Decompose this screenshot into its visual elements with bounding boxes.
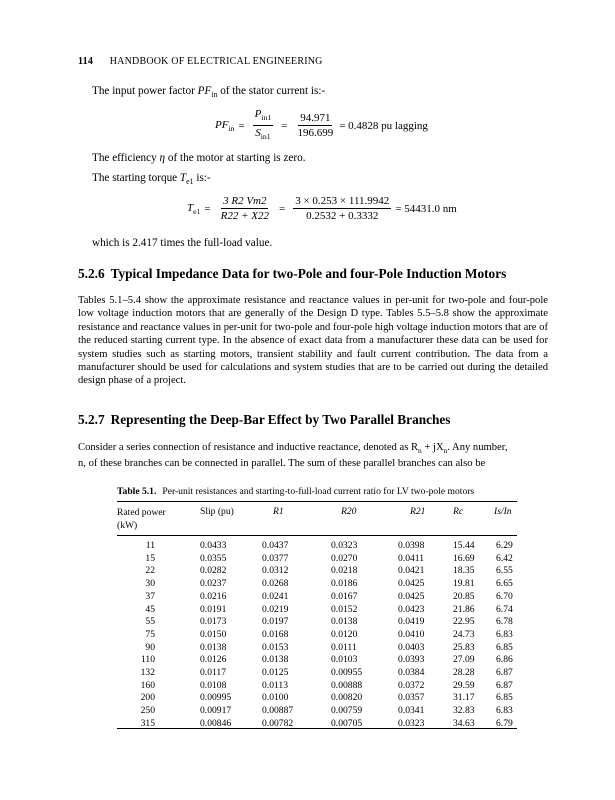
- table-cell: 37: [145, 590, 155, 602]
- table-cell: 22: [145, 565, 155, 577]
- col-header-r20: R20: [341, 506, 357, 517]
- table-cell: 110: [140, 654, 155, 666]
- paragraph-efficiency: [92, 151, 306, 165]
- table-cell: 0.0173: [200, 616, 227, 628]
- table-cell: 132: [140, 667, 155, 678]
- table-cell: 0.0113: [262, 679, 289, 691]
- table-cell: 55: [145, 616, 155, 628]
- col-header-r21: R21: [410, 506, 426, 517]
- table-cell: 0.0186: [331, 578, 358, 590]
- eq-num: P: [254, 108, 262, 120]
- table-cell: 6.70: [496, 590, 513, 602]
- table-cell: 75: [145, 628, 155, 640]
- symbol-sub: e1: [186, 177, 194, 186]
- symbol: PF: [197, 85, 212, 97]
- table-cell: 0.0168: [262, 628, 289, 640]
- table-cell: 0.0393: [398, 654, 425, 666]
- table-caption: [117, 486, 474, 497]
- line1-sub2: n: [443, 446, 448, 455]
- table-cell: 25.83: [453, 641, 475, 653]
- table-cell: 20.85: [453, 590, 475, 602]
- line1-sub: n: [418, 446, 422, 455]
- table-row: [0, 629, 615, 641]
- table-row: [0, 616, 615, 628]
- table-cell: 0.0167: [331, 590, 358, 602]
- table-cell: 6.87: [496, 679, 513, 691]
- table-cell: 0.0216: [200, 590, 227, 602]
- eq-num-value: 94.971: [300, 112, 331, 124]
- col-header-rc: Rc: [453, 506, 464, 517]
- table-caption-label: Table 5.1.: [117, 486, 157, 497]
- table-cell: 0.0191: [200, 603, 227, 615]
- table-cell: 0.0125: [262, 667, 289, 678]
- table-cell: 0.0237: [200, 578, 227, 590]
- table-cell: 0.00888: [331, 679, 363, 691]
- table-bottom-rule: [117, 728, 517, 729]
- table-cell: 0.0357: [398, 692, 425, 704]
- table-cell: 0.0138: [331, 616, 358, 628]
- line1-tail: . Any number,: [447, 442, 508, 453]
- table-cell: 6.87: [496, 667, 513, 678]
- eq-den: S: [255, 127, 261, 139]
- symbol: η: [159, 152, 166, 164]
- eq-result: = 0.4828 pu lagging: [339, 119, 428, 132]
- table-cell: 0.0403: [398, 641, 425, 653]
- table-row: [0, 667, 615, 679]
- table-cell: 0.0411: [398, 552, 425, 564]
- section-number: 5.2.7: [78, 412, 105, 427]
- table-cell: 0.0108: [200, 679, 227, 691]
- table-cell: 0.0270: [331, 552, 358, 564]
- table-cell: 6.65: [496, 578, 513, 590]
- table-row: [0, 680, 615, 692]
- table-header-rule: [117, 535, 517, 536]
- table-cell: 0.0120: [331, 628, 358, 640]
- table-cell: 0.0437: [262, 540, 289, 551]
- table-cell: 0.0138: [200, 641, 227, 653]
- table-cell: 0.0282: [200, 565, 227, 577]
- table-row: [0, 565, 615, 577]
- table-cell: 200: [140, 692, 155, 704]
- table-cell: 6.83: [496, 628, 513, 640]
- table-cell: 21.86: [453, 603, 475, 615]
- table-cell: 0.00759: [331, 705, 363, 717]
- table-top-rule: [117, 501, 517, 502]
- table-cell: 250: [140, 705, 155, 717]
- table-cell: 6.79: [496, 717, 513, 729]
- paragraph-impedance-data: Tables 5.1–5.4 show the approximate resistance and reactance values in per-unit for two-pole and four-pole low voltage induction motors that are generally of the Design D type. Tables 5.5–5.8 show the approximate resistance and reactance values in per-unit for two-pole and four-pole high voltage induction motors that are of the reduced starting current type. In the absence of exact data from a manufacturer these data can be used for system studies such as starting motors, transient stability and fault current contribution. The data from a manufacturer should be used for calculations and system studies that are to be carried out during the detailed design phase of a project.: [78, 295, 548, 387]
- eq-fraction-numeric: [293, 194, 391, 223]
- table-cell: 31.17: [453, 692, 475, 704]
- paragraph-power-factor: [92, 84, 325, 102]
- eq-result: = 54431.0 nm: [395, 202, 457, 215]
- para-tail: of the stator current is:-: [220, 85, 326, 97]
- table-cell: 0.0398: [398, 540, 425, 551]
- line1: Consider a series connection of resistance and inductive reactance, denoted as R: [78, 442, 419, 453]
- table-cell: 0.0138: [262, 654, 289, 666]
- table-cell: 0.0410: [398, 628, 425, 640]
- table-cell: 19.81: [453, 578, 475, 590]
- eq-den-sub: in1: [260, 132, 271, 141]
- table-cell: 6.29: [496, 540, 513, 551]
- table-cell: 0.0219: [262, 603, 289, 615]
- table-cell: 0.0152: [331, 603, 358, 615]
- table-cell: 0.0218: [331, 565, 358, 577]
- table-cell: 0.00705: [331, 717, 363, 729]
- paragraph-torque: [92, 171, 211, 189]
- paragraph-full-load: which is 2.417 times the full-load value.: [92, 237, 273, 249]
- table-cell: 0.0111: [331, 641, 357, 653]
- table-cell: 0.0433: [200, 540, 227, 551]
- eq-den-value: 196.699: [297, 127, 334, 139]
- section-heading-5-2-7: [78, 412, 450, 428]
- table-cell: 6.85: [496, 692, 513, 704]
- table-cell: 32.83: [453, 705, 475, 717]
- col-header-rated-power: Rated power (kW): [117, 507, 166, 531]
- eq-den: R22 + X22: [220, 210, 269, 222]
- table-cell: 0.0355: [200, 552, 227, 564]
- table-row: [0, 553, 615, 565]
- table-cell: 0.0153: [262, 641, 289, 653]
- table-cell: 6.85: [496, 641, 513, 653]
- col-header-r1: R1: [273, 506, 284, 517]
- table-cell: 90: [145, 641, 155, 653]
- table-cell: 0.0312: [262, 565, 289, 577]
- section-number: 5.2.6: [78, 266, 105, 281]
- table-cell: 24.73: [453, 628, 475, 640]
- table-cell: 0.0425: [398, 578, 425, 590]
- table-cell: 6.78: [496, 616, 513, 628]
- eq-lhs-sub: in: [228, 123, 235, 133]
- table-cell: 0.0419: [398, 616, 425, 628]
- eq-num: 3 R2 Vm2: [223, 195, 267, 207]
- table-cell: 45: [145, 603, 155, 615]
- table-cell: 0.0423: [398, 603, 425, 615]
- table-row: [0, 654, 615, 666]
- symbol-sub: in: [211, 90, 218, 99]
- table-cell: 15: [145, 552, 155, 564]
- table-cell: 0.00917: [200, 705, 232, 717]
- table-cell: 0.0421: [398, 565, 425, 577]
- table-cell: 11: [145, 540, 155, 551]
- table-row: [0, 591, 615, 603]
- table-cell: 0.0425: [398, 590, 425, 602]
- table-row: [0, 692, 615, 704]
- eq-den-value: 0.2532 + 0.3332: [306, 210, 379, 222]
- table-cell: 0.00820: [331, 692, 363, 704]
- equation-torque: $T_{e1}$ = $\frac{3 R2 Vm2}{R22 + X22}$ = $\frac{3 \times 0.253 \times 111.9942}{0.2532 + 0.3332}$ = 54431.0 nm: [187, 195, 457, 222]
- eq-fraction-symbolic: [219, 194, 271, 223]
- page-number: 114: [78, 56, 94, 67]
- table-cell: 0.0323: [398, 717, 425, 729]
- table-cell: 0.0197: [262, 616, 289, 628]
- table-cell: 22.95: [453, 616, 475, 628]
- table-row: [0, 578, 615, 590]
- table-cell: 0.00955: [331, 667, 363, 678]
- col-header-slip: Slip (pu): [200, 506, 234, 517]
- table-cell: 34.63: [453, 717, 475, 729]
- symbol: T: [179, 172, 187, 184]
- table-cell: 0.0268: [262, 578, 289, 590]
- table-row: [0, 705, 615, 717]
- running-header: [78, 56, 323, 67]
- table-cell: 0.00846: [200, 717, 232, 729]
- line2: n, of these branches can be connected in parallel. The sum of these parallel branches can also be: [78, 458, 486, 470]
- table-cell: 0.0384: [398, 667, 425, 678]
- table-row: [0, 642, 615, 654]
- para-text: The efficiency: [92, 152, 157, 164]
- section-heading-5-2-6: [78, 266, 506, 282]
- table-cell: 6.42: [496, 552, 513, 564]
- para-text: The starting torque: [92, 172, 178, 184]
- table-cell: 6.86: [496, 654, 513, 666]
- eq-lhs: T: [187, 201, 194, 214]
- table-cell: 6.55: [496, 565, 513, 577]
- table-cell: 0.0377: [262, 552, 289, 564]
- table-cell: 18.35: [453, 565, 475, 577]
- line1-mid: + jX: [421, 442, 444, 453]
- table-cell: 0.0241: [262, 590, 289, 602]
- table-cell: 315: [140, 717, 155, 729]
- table-cell: 6.74: [496, 603, 513, 615]
- para-tail: of the motor at starting is zero.: [167, 152, 306, 164]
- eq-fraction-numeric: [295, 111, 335, 140]
- table-cell: 0.0117: [200, 667, 227, 678]
- table-cell: 0.0341: [398, 705, 425, 717]
- table-cell: 0.00782: [262, 717, 294, 729]
- table-cell: 0.0100: [262, 692, 289, 704]
- table-row: [0, 604, 615, 616]
- table-caption-text: Per-unit resistances and starting-to-full-load current ratio for LV two-pole motors: [162, 486, 475, 497]
- equation-power-factor: $PF_{in}$ = $\frac{P_{in1}}{S_{in1}}$ = $\frac{94.971}{196.699}$ = 0.4828 pu lagging: [215, 107, 428, 144]
- table-cell: 0.00887: [262, 705, 294, 717]
- eq-lhs: PF: [215, 118, 229, 131]
- table-cell: 30: [145, 578, 155, 590]
- table-cell: 16.69: [453, 552, 475, 564]
- table-cell: 0.00995: [200, 692, 232, 704]
- running-title: HANDBOOK OF ELECTRICAL ENGINEERING: [109, 56, 323, 67]
- para-tail: is:-: [196, 172, 211, 184]
- table-cell: 27.09: [453, 654, 475, 666]
- table-cell: 0.0323: [331, 540, 358, 551]
- table-cell: 0.0372: [398, 679, 425, 691]
- table-cell: 28.28: [453, 667, 475, 678]
- table-cell: 15.44: [453, 540, 475, 551]
- table-row: [0, 540, 615, 552]
- para-text: The input power factor: [92, 85, 195, 97]
- section-title: Representing the Deep-Bar Effect by Two Parallel Branches: [110, 412, 451, 427]
- eq-lhs-sub: e1: [193, 206, 201, 216]
- section-title: Typical Impedance Data for two-Pole and four-Pole Induction Motors: [110, 266, 507, 281]
- eq-num-sub: in1: [261, 113, 272, 122]
- paragraph-deep-bar: [78, 441, 548, 471]
- table-cell: 0.0103: [331, 654, 358, 666]
- eq-fraction-symbolic: [253, 107, 274, 144]
- col-header-is-in: Is/In: [494, 506, 512, 517]
- table-cell: 160: [140, 679, 155, 691]
- eq-num-value: 3 × 0.253 × 111.9942: [295, 195, 390, 207]
- table-cell: 0.0126: [200, 654, 227, 666]
- table-cell: 29.59: [453, 679, 475, 691]
- table-cell: 6.83: [496, 705, 513, 717]
- table-cell: 0.0150: [200, 628, 227, 640]
